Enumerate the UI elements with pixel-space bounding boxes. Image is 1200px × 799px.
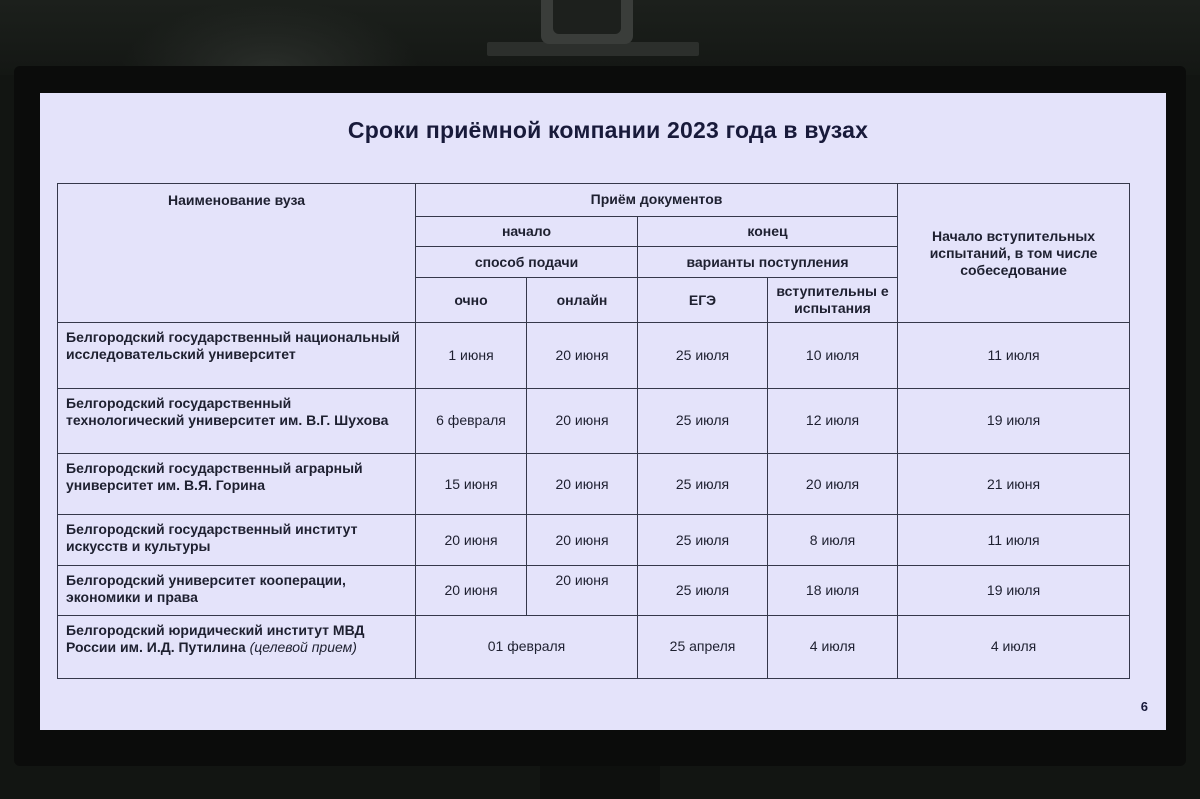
online-date: 20 июня xyxy=(527,388,638,453)
entrance-date: 18 июля xyxy=(768,566,898,615)
in-person-date: 20 июня xyxy=(416,515,527,566)
ege-date: 25 июля xyxy=(638,388,768,453)
university-name: Белгородский государственный технологический университет им. В.Г. Шухова xyxy=(58,388,416,453)
in-person-date: 1 июня xyxy=(416,323,527,388)
online-date: 20 июня xyxy=(527,566,638,615)
header-university-name: Наименование вуза xyxy=(58,184,416,323)
table-row xyxy=(58,388,1130,453)
header-documents: Приём документов xyxy=(416,184,898,217)
header-in-person: очно xyxy=(416,278,527,323)
table-row xyxy=(58,323,1130,388)
entrance-date: 8 июля xyxy=(768,515,898,566)
university-name-cell xyxy=(58,615,416,678)
ege-date: 25 июля xyxy=(638,515,768,566)
target-admission-note: (целевой прием) xyxy=(249,638,357,655)
camera-mount xyxy=(487,42,699,56)
university-name: Белгородский государственный институт искусств и культуры xyxy=(58,515,416,566)
header-tests-start: Начало вступительных испытаний, в том числе собеседование xyxy=(898,184,1130,323)
online-date: 20 июня xyxy=(527,515,638,566)
header-ege: ЕГЭ xyxy=(638,278,768,323)
slide-screen xyxy=(40,93,1166,730)
tests-start-date: 21 июня xyxy=(898,453,1130,514)
in-person-date: 20 июня xyxy=(416,566,527,615)
table-row xyxy=(58,453,1130,514)
header-entrance-tests: вступительны е испытания xyxy=(768,278,898,323)
tests-start-date: 4 июля xyxy=(898,615,1130,678)
table-row xyxy=(58,566,1130,615)
header-admission-variants: варианты поступления xyxy=(638,247,898,278)
in-person-date: 15 июня xyxy=(416,453,527,514)
header-online: онлайн xyxy=(527,278,638,323)
entrance-date: 4 июля xyxy=(768,615,898,678)
admissions-table xyxy=(57,183,1130,679)
entrance-date: 20 июля xyxy=(768,453,898,514)
background-figure xyxy=(120,0,420,70)
university-name: Белгородский государственный аграрный университет им. В.Я. Горина xyxy=(58,453,416,514)
in-person-date: 6 февраля xyxy=(416,388,527,453)
tests-start-date: 19 июля xyxy=(898,388,1130,453)
university-name: Белгородский юридический институт МВД России им. И.Д. Путилина xyxy=(66,621,365,655)
webcam-lens xyxy=(553,0,621,34)
header-submission-method: способ подачи xyxy=(416,247,638,278)
ege-date: 25 апреля xyxy=(638,615,768,678)
header-start: начало xyxy=(416,216,638,247)
online-date: 20 июня xyxy=(527,323,638,388)
start-date-merged: 01 февраля xyxy=(416,615,638,678)
monitor-stand xyxy=(540,766,660,799)
tests-start-date: 11 июля xyxy=(898,323,1130,388)
ege-date: 25 июля xyxy=(638,453,768,514)
tests-start-date: 11 июля xyxy=(898,515,1130,566)
tests-start-date: 19 июля xyxy=(898,566,1130,615)
entrance-date: 10 июля xyxy=(768,323,898,388)
page-number: 6 xyxy=(1140,699,1148,714)
university-name: Белгородский государственный национальный исследовательский университет xyxy=(58,323,416,388)
entrance-date: 12 июля xyxy=(768,388,898,453)
slide-title: Сроки приёмной компании 2023 года в вузах xyxy=(347,117,869,143)
table-row xyxy=(58,515,1130,566)
university-name: Белгородский университет кооперации, экономики и права xyxy=(58,566,416,615)
online-date: 20 июня xyxy=(527,453,638,514)
table-row xyxy=(58,615,1130,678)
ege-date: 25 июля xyxy=(638,323,768,388)
ege-date: 25 июля xyxy=(638,566,768,615)
header-end: конец xyxy=(638,216,898,247)
